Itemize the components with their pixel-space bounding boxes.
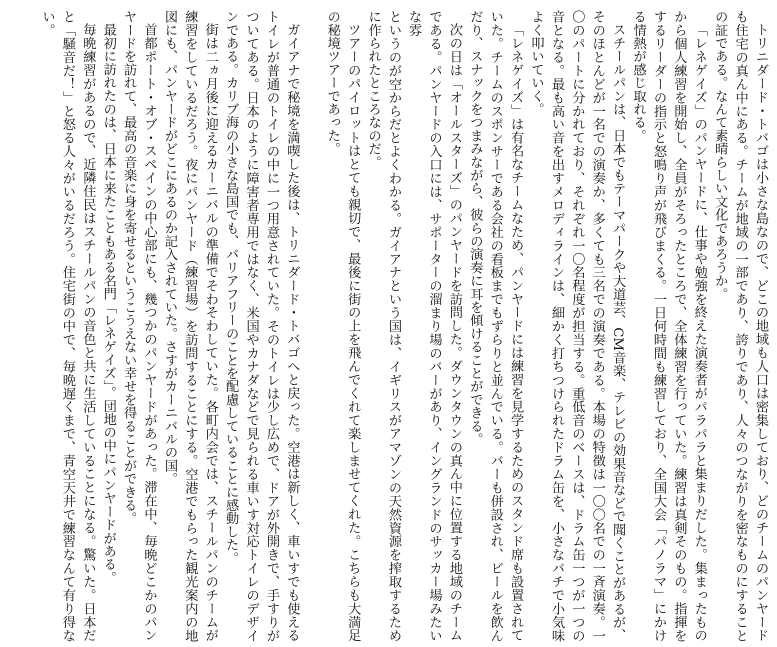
right-paragraph-1: トリニダード・トバゴは小さな島なので、どこの地域も人口は密集しており、どのチームのパンヤードも住宅の真ん中にある。チームが地域の一部であり、誇りであり、人々のつながりを密なものにすることの証である。なんて素晴らしい文化であろうか。 [712,10,768,642]
left-paragraph-5: 首都ポート・オブ・スペインの中心部にも、幾つかのパンヤードがあった。滞在中、毎晩どこかのパンヤードを訪れて、最高の音楽に身を寄せるというこうえない幸せを得ることができる。 [121,10,157,642]
right-paragraph-2: 「レネゲイズ」のパンヤードに、仕事や勉強を終えた演奏者がパラパラと集まりだした。集まったものから個人練習を開始し、全員がそろったところで、全体練習を行っていた。練習は真剣そのもの。指揮をするリーダーの指示と怒鳴り声が飛びまくる。一日何時間も練習しており、全国大会「パノラマ」にかける情熱が感じ取れる。 [630,10,707,642]
right-page [406,10,770,642]
right-paragraph-4: 「レネゲイズ」は有名なチームなため、パンヤードには練習を見学するためのスタンド席も設置されていた。チームのスポンサーである会社の看板までもずらりと並んでいる。バーも併設され、ビールを飲んだり、スナックをつまみながら、彼らの演奏に耳を傾けることができる。 [467,10,524,642]
left-paragraph-2: ツアーのパイロットはとても親切で、最後に街の上を飛んでくれて楽しませてくれた。こちらも大満足の秘境ツアーであった。 [324,10,361,642]
left-paragraph-3: ガイアナで秘境を満喫した後は、トリニダード・トバゴへと戻った。空港は新しく、車いすでも使えるトイレが普通のトイレの中に一つ用意されていた。そのトイレは少し広めで、ドアが外開きで、手すりがついてある。日本のように障害者専用ではなく、米国やカナダなどで見られる車いす対応トイレのデザインである。カリブ海の小さな島国でも、バリアフリーのことを配慮していることに感動した。 [223,10,300,642]
left-paragraph-6: 最初に訪れたのは、日本に来たこともある名門「レネゲイズ」。団地の中にパンヤードがある。 [100,23,116,585]
right-paragraph-5: 次の日は「オールスターズ」のパンヤードを訪問した。ダウンタウンの真ん中に位置する地域のチームである。パンヤードの入口には、サポーターの溜まり場のバーがあり、イングランドのサッカー場みたいな雰 [406,10,462,642]
left-paragraph-4: 街は二ヵ月後に迎えるカーニバルの準備でそわそわしていた。各町内会では、スチールパンのチームが練習をしているだろう。夜にパンヤード（練習場）を訪問することにする。空港でもらった観光案内の地図にも、パンヤードがどこにあるのか記入されていた。さすがカーニバルの国。 [161,10,218,642]
left-paragraph-7: 毎晩練習があるので、近隣住民はスチールパンの音色と共に生活していることになる。驚いた。日本だと「騒音だ！」と怒る人々がいるだろう。住宅街の中で、毎晩遅くまで、青空天井で練習なんて有り得ない。 [39,10,96,642]
left-page [38,10,403,642]
paragraph-gap [301,10,321,642]
right-paragraph-3: スチールパンは、日本でもテーマパークや大道芸、CM音楽、テレビの効果音などで聞くことがあるが、そのほとんどが一名での演奏か、多くても三名での演奏である。本場の特徴は一〇〇名での一斉演奏。一〇のパートに分かれており、それぞれ一〇名程度が担当する。重低音のベースは、ドラム缶一つが一つの音となる。最も高い音を出すメロディラインは、細かく打ちつけられたドラム缶を、小さなバチで小気味よく叩いていく。 [528,10,626,642]
left-paragraph-1: というのが空からだとよくわかる。ガイアナという国は、イギリスがアマゾンの天然資源を搾取するために作られたところなのだ。 [365,10,401,642]
